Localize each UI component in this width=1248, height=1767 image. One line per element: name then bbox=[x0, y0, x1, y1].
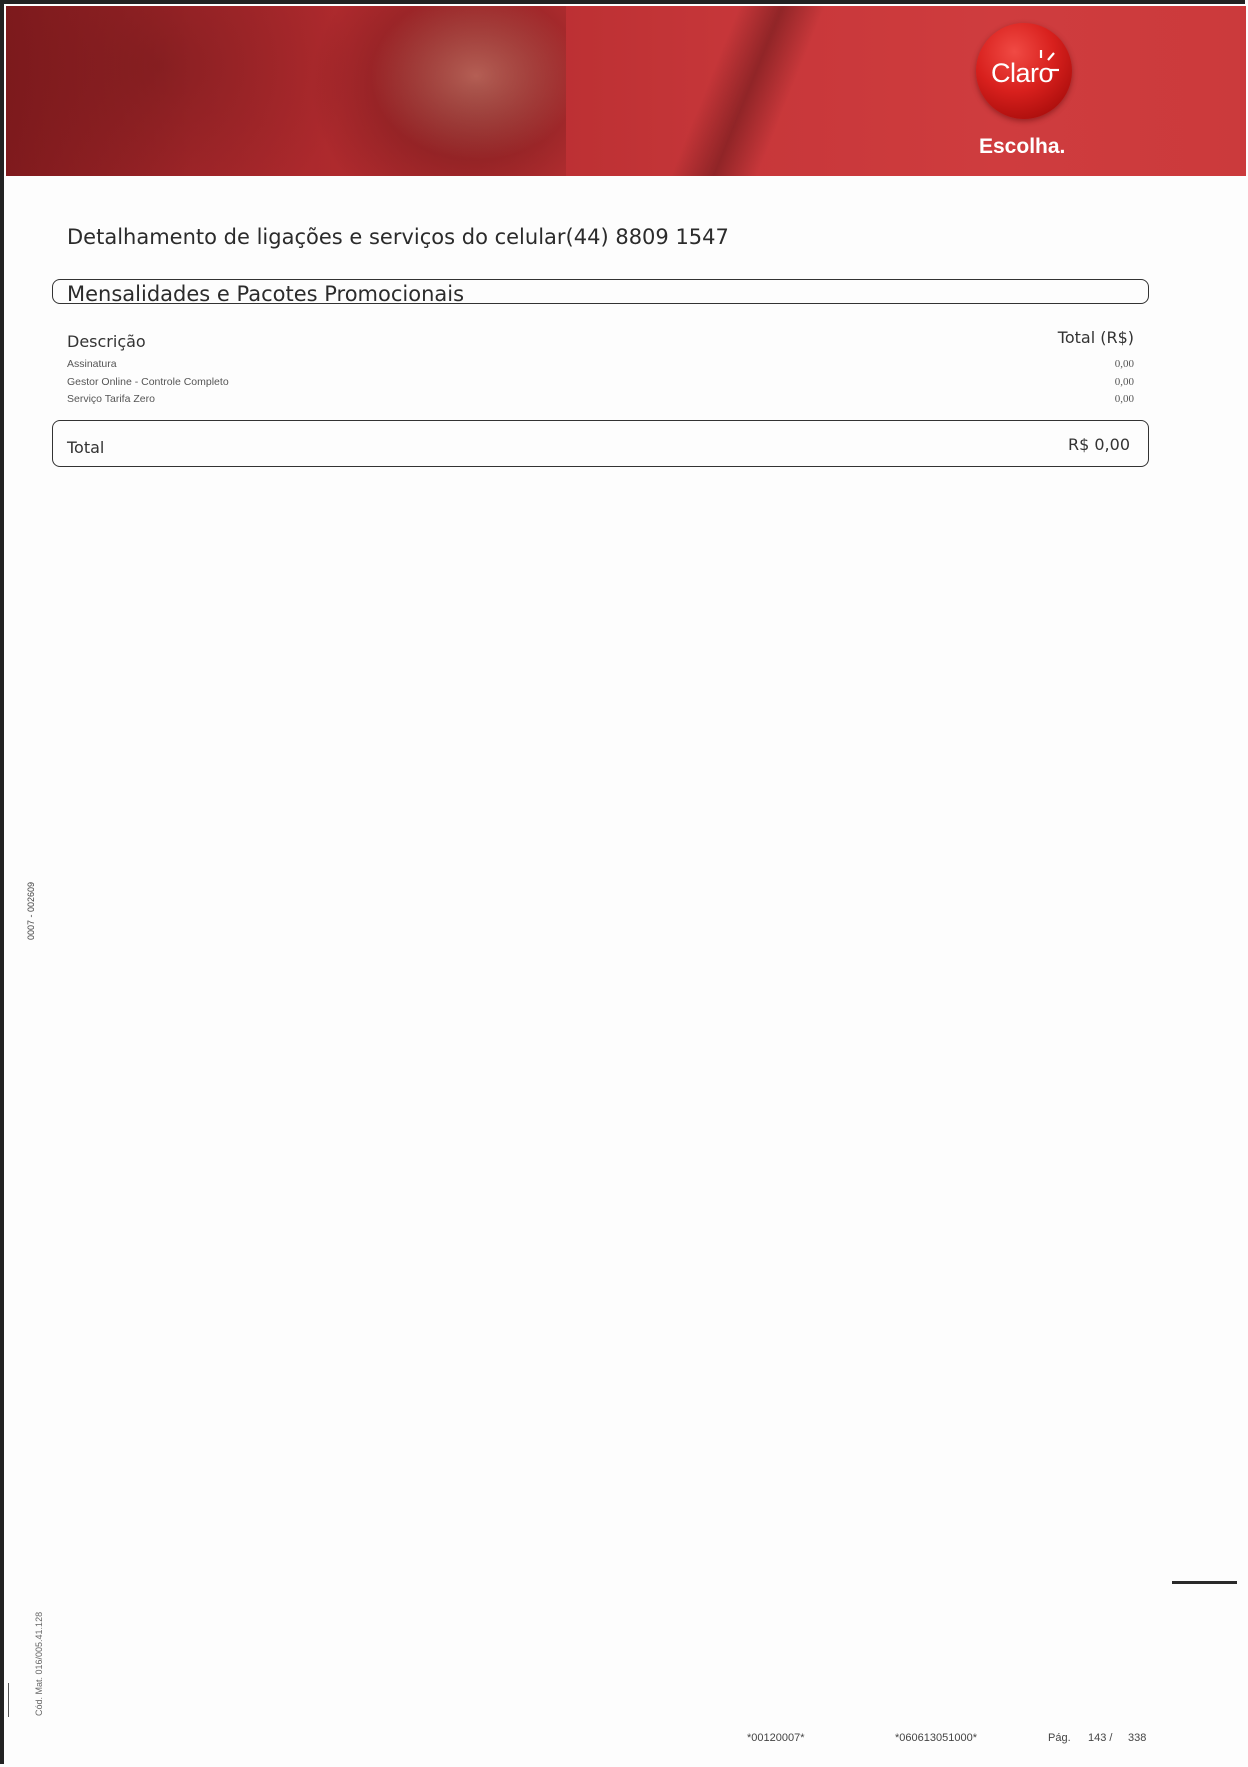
footer-barcode-1: *00120007* bbox=[747, 1732, 805, 1744]
item-value: 0,00 bbox=[1114, 393, 1134, 405]
list-item bbox=[67, 376, 1134, 392]
item-description: Assinatura bbox=[67, 358, 117, 370]
logo-rays-icon bbox=[1037, 48, 1067, 88]
total-box bbox=[52, 420, 1149, 467]
section-title: Mensalidades e Pacotes Promocionais bbox=[67, 282, 465, 306]
banner-photo-arm bbox=[664, 6, 828, 176]
item-value: 0,00 bbox=[1114, 358, 1134, 370]
right-edge-mark bbox=[1172, 1581, 1237, 1584]
left-edge-mark bbox=[8, 1683, 9, 1717]
banner-photo bbox=[6, 6, 566, 176]
column-header-total: Total (R$) bbox=[1057, 328, 1134, 347]
footer-page-total: 338 bbox=[1128, 1732, 1147, 1744]
column-header-description: Descrição bbox=[67, 332, 146, 351]
side-code-top: 0007 - 002609 bbox=[26, 881, 36, 940]
side-code-bottom: Cód. Mat. 016/005.41.128 bbox=[34, 1611, 44, 1716]
footer-page-label: Pág. bbox=[1048, 1732, 1071, 1744]
total-value: R$ 0,00 bbox=[1067, 435, 1130, 454]
footer-page-current: 143 / bbox=[1088, 1732, 1113, 1744]
item-description: Gestor Online - Controle Completo bbox=[67, 376, 229, 388]
footer-barcode-2: *060613051000* bbox=[895, 1732, 977, 1744]
item-description: Serviço Tarifa Zero bbox=[67, 393, 155, 405]
total-label: Total bbox=[67, 438, 105, 457]
page-title bbox=[67, 225, 729, 249]
list-item bbox=[67, 358, 1134, 374]
claro-logo-text: Claro bbox=[990, 58, 1054, 88]
list-item bbox=[67, 393, 1134, 409]
phone-number: (44) 8809 1547 bbox=[565, 225, 729, 249]
page-title-text: Detalhamento de ligações e serviços do celular bbox=[67, 225, 566, 249]
brand-tagline: Escolha. bbox=[979, 135, 1066, 158]
item-value: 0,00 bbox=[1114, 376, 1134, 388]
